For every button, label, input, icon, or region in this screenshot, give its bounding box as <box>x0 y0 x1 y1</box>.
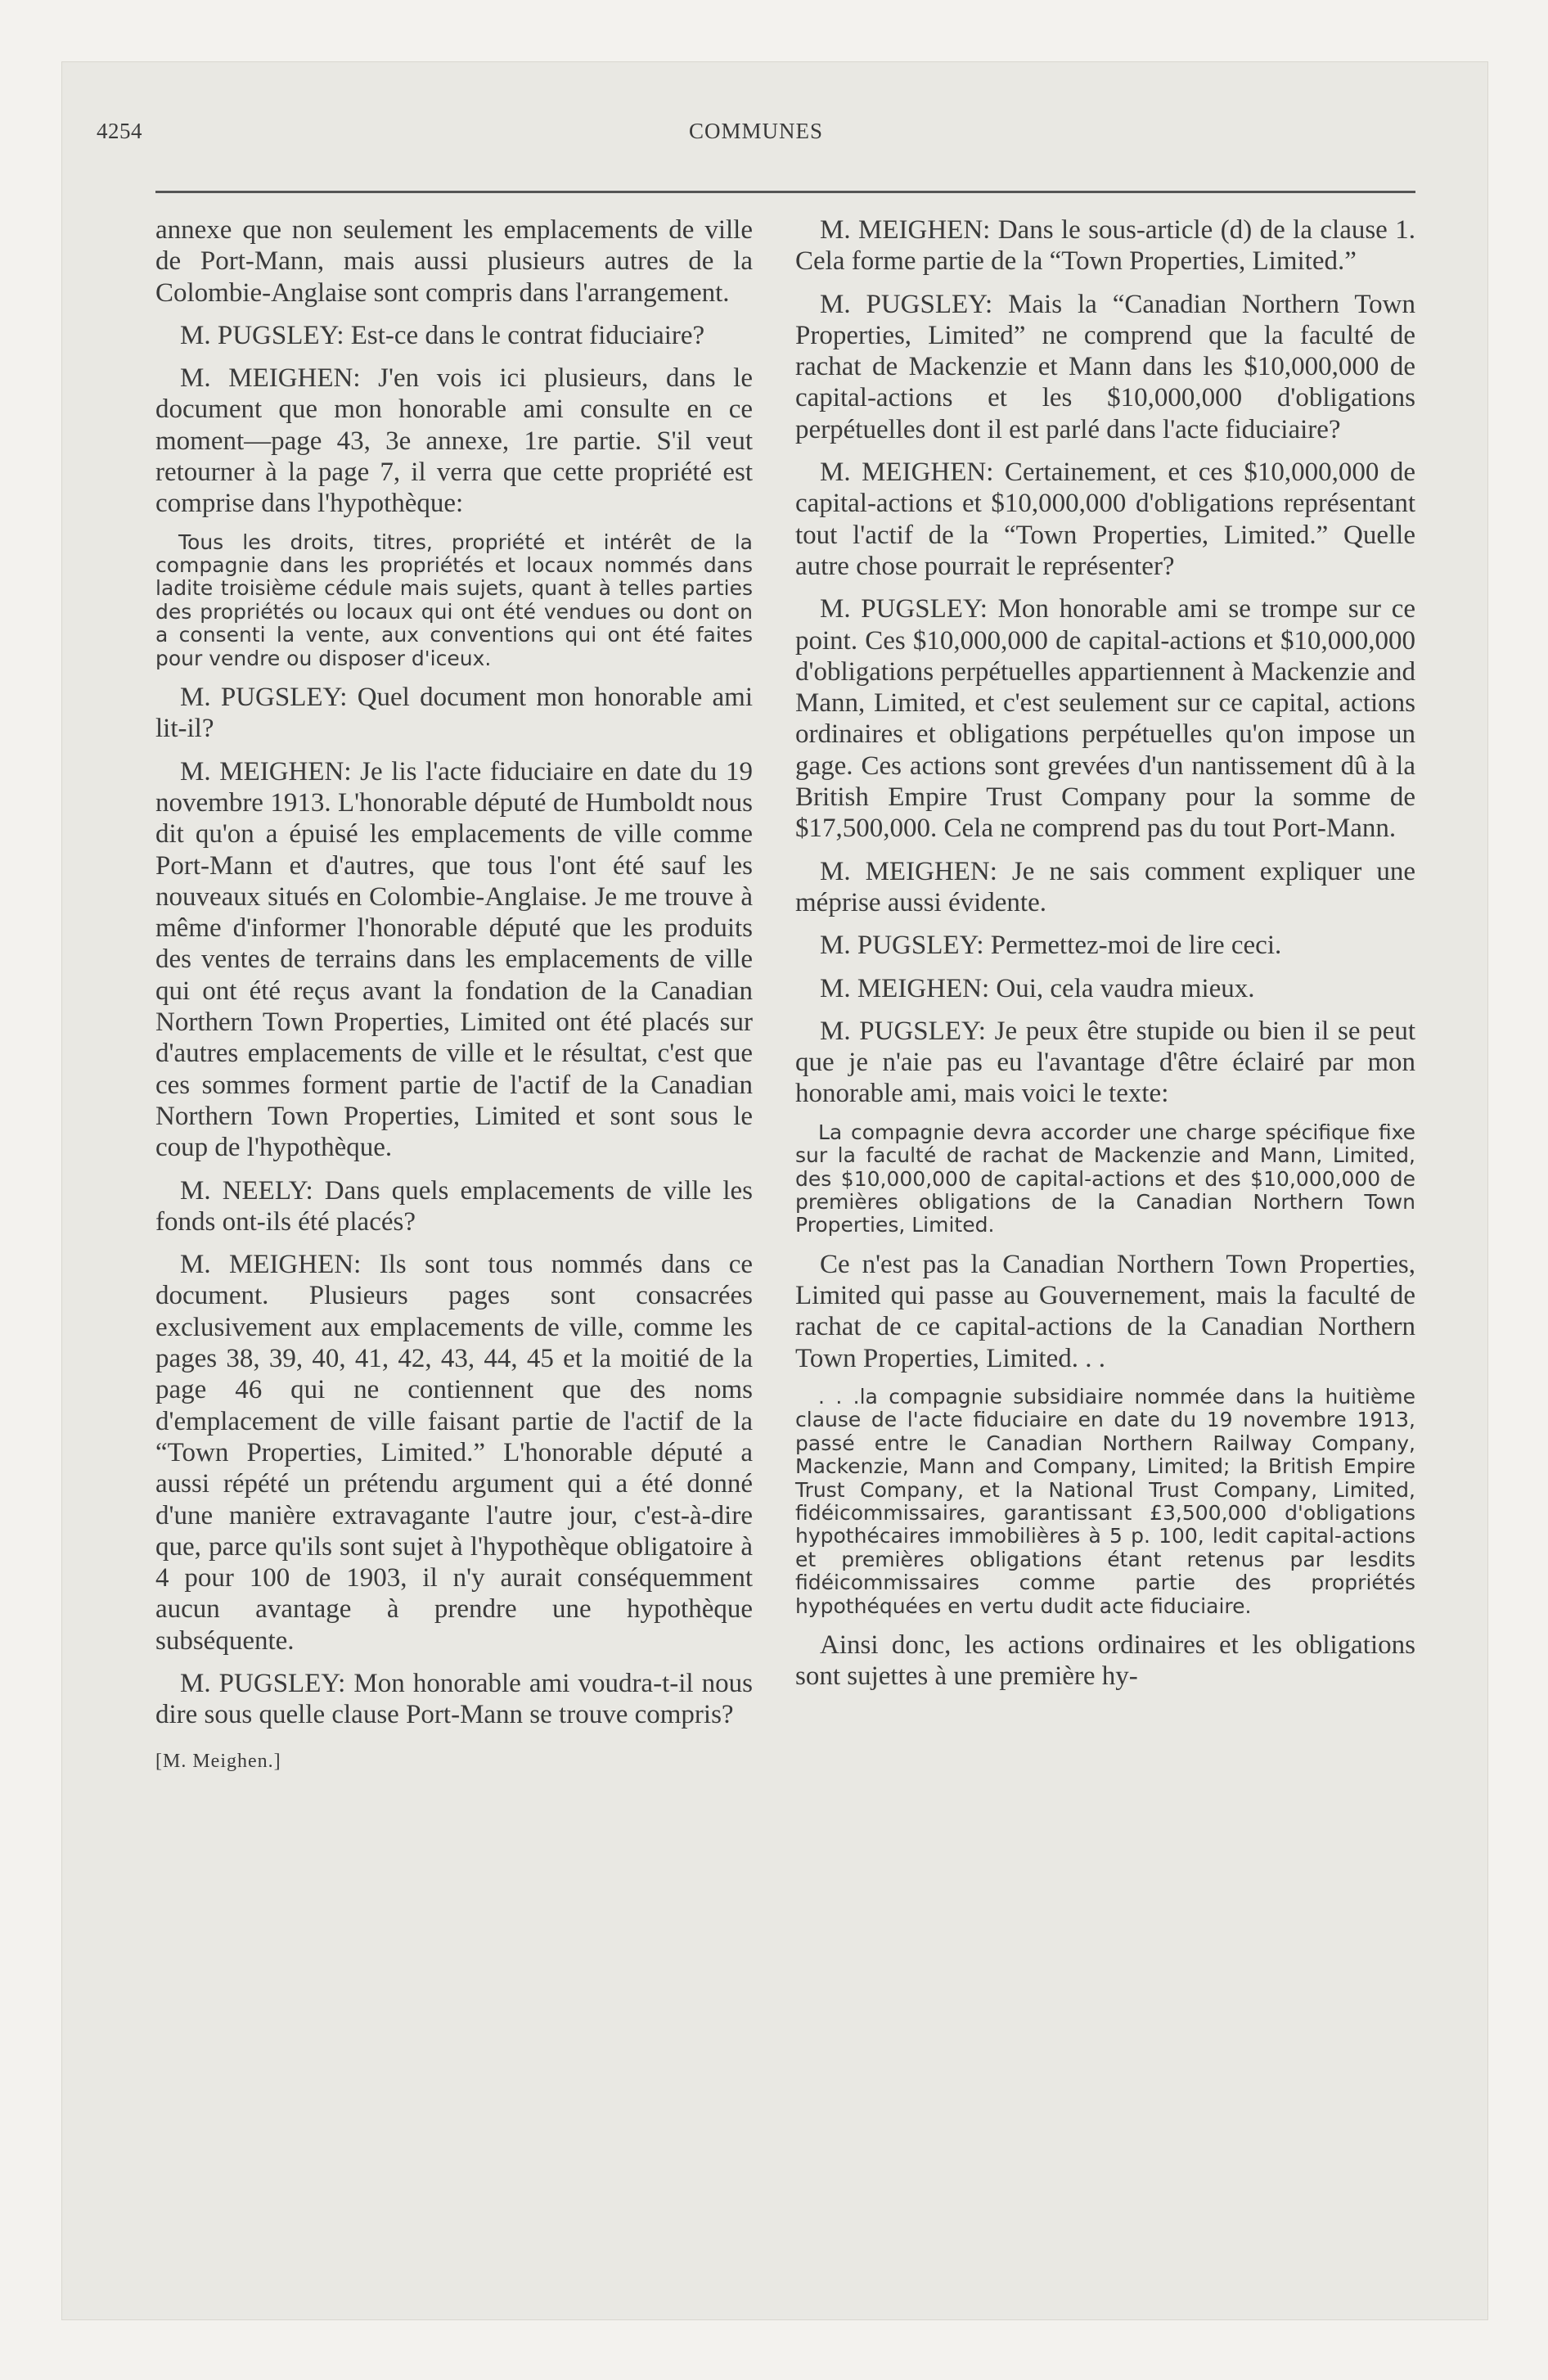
paragraph: M. MEIGHEN: Je lis l'acte fiduciaire en date du 19 novembre 1913. L'honorable député de Humboldt nous dit qu'on a épuisé les emplacements de ville comme Port-Mann et d'autres, que tous l'ont été sauf les nouveaux situés en Colombie-Anglaise. Je me trouve à même d'informer l'honorable député que les produits des ventes de terrains dans les emplacements de ville qui ont été reçus avant la fondation de la Canadian Northern Town Properties, Limited ont été placés sur d'autres emplacements de ville et le résultat, c'est que ces sommes forment partie de l'actif de la Canadian Northern Town Properties, Limited et sont sous le coup de l'hypothèque. <box>155 756 753 1163</box>
paragraph: M. PUGSLEY: Quel document mon honorable ami lit-il? <box>155 683 753 744</box>
block-quote: . . .la compagnie subsidiaire nommée dans la huitième clause de l'acte fiduciaire en date du 19 novembre 1913, passé entre le Canadian Northern Railway Company, Mackenzie, Mann and Company, Limited; la British Empire Trust Company, et la National Trust Company, Limited, fidéicommissaires, garantissant £3,500,000 d'obligations hypothécaires immobilières à 5 p. 100, ledit capital-actions et premières obligations étant retenus par lesdits fidéicommissaires comme partie des propriétés hypothéquées en vertu dudit acte fiduciaire. <box>795 1384 1415 1618</box>
page-header <box>97 119 1415 158</box>
paragraph: M. NEELY: Dans quels emplacements de ville les fonds ont-ils été placés? <box>155 1175 753 1237</box>
paragraph: Ce n'est pas la Canadian Northern Town Properties, Limited qui passe au Gouvernement, mais la faculté de rachat de ce capital-actions de la Canadian Northern Town Properties, Limited. . . <box>795 1249 1415 1373</box>
paragraph: M. PUGSLEY: Mon honorable ami se trompe sur ce point. Ces $10,000,000 de capital-actions et $10,000,000 d'obligations perpétuelles appartiennent à Mackenzie and Mann, Limited, et c'est seulement sur ce capital, actions ordinaires et obligations perpétuelles qu'on impose un gage. Ces actions sont grevées d'un nantissement dû à la British Empire Trust Company pour la somme de $17,500,000. Cela ne comprend pas du tout Port-Mann. <box>795 594 1415 844</box>
paragraph: M. PUGSLEY: Je peux être stupide ou bien il se peut que je n'aie pas eu l'avantage d'être éclairé par mon honorable ami, mais voici le texte: <box>795 1016 1415 1109</box>
paragraph: Ainsi donc, les actions ordinaires et les obligations sont sujettes à une première hy- <box>795 1630 1415 1692</box>
paragraph: M. PUGSLEY: Mon honorable ami voudra-t-il nous dire sous quelle clause Port-Mann se trouve compris? <box>155 1669 753 1730</box>
paragraph: M. MEIGHEN: Je ne sais comment expliquer une méprise aussi évidente. <box>795 856 1415 917</box>
page-number: 4254 <box>97 119 142 143</box>
block-quote: La compagnie devra accorder une charge spécifique fixe sur la faculté de rachat de Mackenzie and Mann, Limited, des $10,000,000 de capital-actions et des $10,000,000 de premières obligations de la Canadian Northern Town Properties, Limited. <box>795 1120 1415 1237</box>
paragraph: M. MEIGHEN: Certainement, et ces $10,000,000 de capital-actions et $10,000,000 d'obligations représentant tout l'actif de la “Town Properties, Limited.” Quelle autre chose pourrait le représenter? <box>795 458 1415 581</box>
paragraph: M. PUGSLEY: Permettez-moi de lire ceci. <box>820 931 1282 961</box>
header-rule <box>155 191 1415 193</box>
left-column <box>155 214 753 1773</box>
block-quote: Tous les droits, titres, propriété et intérêt de la compagnie dans les propriétés et locaux nommés dans ladite troisième cédule mais sujets, quant à telles parties des propriétés ou locaux qui ont été vendues ou dont on a consenti la vente, aux conventions qui ont été faites pour vendre ou disposer d'iceux. <box>155 530 753 670</box>
running-title: COMMUNES <box>688 119 824 143</box>
paragraph: annexe que non seulement les emplacements de ville de Port-Mann, mais aussi plusieurs autres de la Colombie-Anglaise sont compris dans l'arrangement. <box>155 215 753 308</box>
paragraph: M. MEIGHEN: Ils sont tous nommés dans ce document. Plusieurs pages sont consacrées exclusivement aux emplacements de ville, comme les pages 38, 39, 40, 41, 42, 43, 44, 45 et la moitié de la page 46 qui ne contiennent que des noms d'emplacement de ville faisant partie de l'actif de la “Town Properties, Limited.” L'honorable député a aussi répété un prétendu argument qui a été donné d'une manière extravagante l'autre jour, c'est-à-dire que, parce qu'ils sont sujet à l'hypothèque obligatoire à 4 pour 100 de 1903, il n'y aurait conséquemment aucun avantage à prendre une hypothèque subséquente. <box>155 1250 753 1656</box>
speaker-footer: [M. Meighen.] <box>155 1750 281 1772</box>
paragraph: M. PUGSLEY: Est-ce dans le contrat fiduciaire? <box>180 320 705 350</box>
paragraph: M. MEIGHEN: J'en vois ici plusieurs, dans le document que mon honorable ami consulte en ce moment—page 43, 3e annexe, 1re partie. S'il veut retourner à la page 7, il verra que cette propriété est comprise dans l'hypothèque: <box>155 363 753 519</box>
paragraph: M. MEIGHEN: Oui, cela vaudra mieux. <box>820 973 1255 1003</box>
right-column <box>795 214 1415 1704</box>
paragraph: M. PUGSLEY: Mais la “Canadian Northern Town Properties, Limited” ne comprend que la faculté de rachat de Mackenzie et Mann dans les $10,000,000 de capital-actions et les $10,000,000 d'obligations perpétuelles dont il est parlé dans l'acte fiduciaire? <box>795 289 1415 444</box>
paragraph: M. MEIGHEN: Dans le sous-article (d) de la clause 1. Cela forme partie de la “Town Properties, Limited.” <box>795 215 1415 277</box>
